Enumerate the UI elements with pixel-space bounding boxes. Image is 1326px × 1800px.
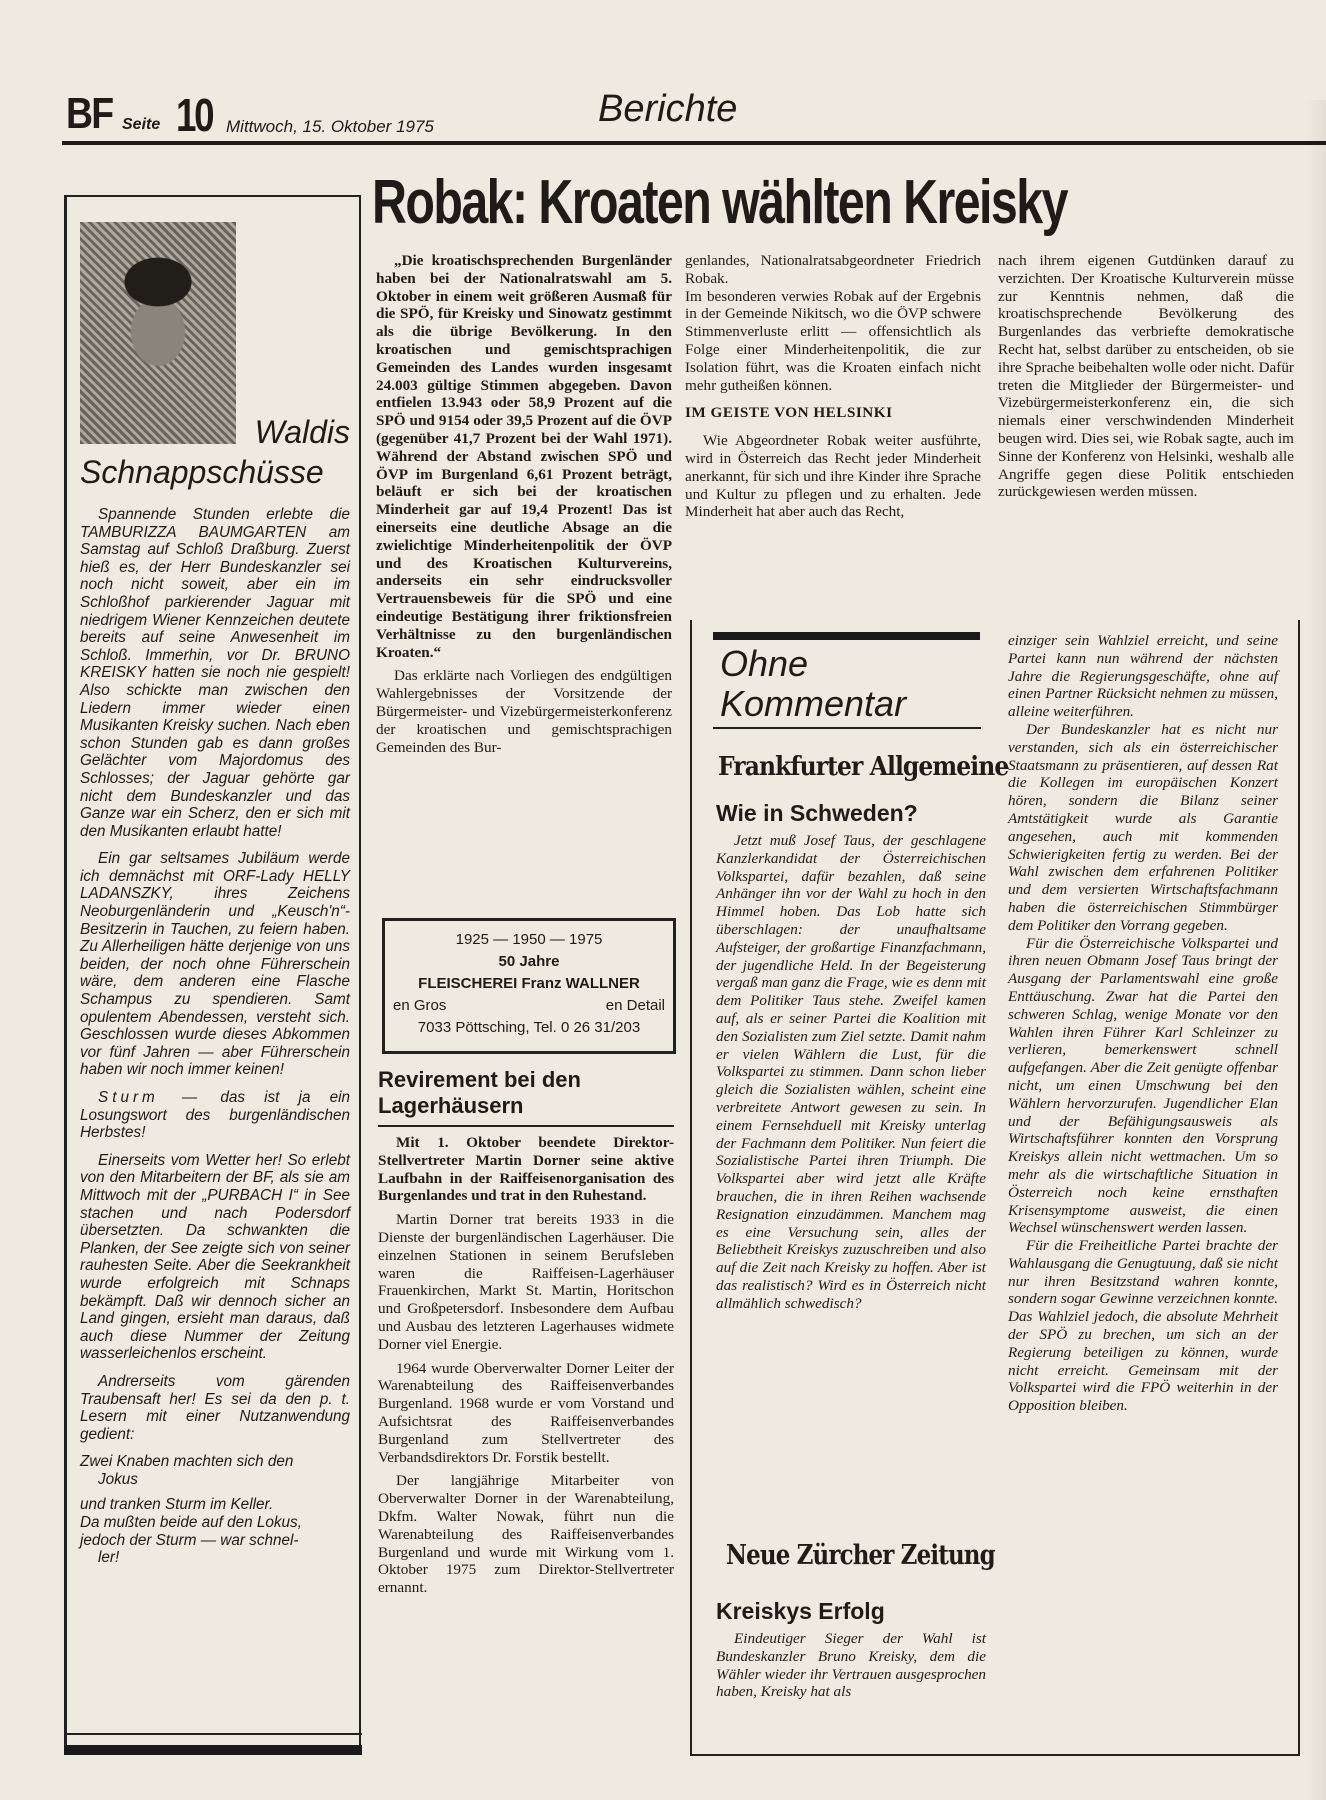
article-lead: „Die kroatischsprechenden Burgenländer haben bei der Nationalratswahl am 5. Oktober in einem weit größeren Ausmaß für die SPÖ, für Kreisky und Sinowatz gestimmt als die übrige Bevölkerung. In den kroatischen und gemischtsprachigen Gemeinden des Landes wurden insgesamt 24.003 gültige Stimmen abgegeben. Davon entfielen 13.943 oder 58,9 Prozent auf die SPÖ und 9154 oder 39,5 Prozent auf die ÖVP (gegenüber 41,7 Prozent bei der Wahl 1971). Während der Abstand zwischen SPÖ und ÖVP im Burgenland 6,61 Prozent beträgt, beläuft er sich bei der kroatischen Minderheit gar auf 19,4 Prozent! Das ist einerseits eine deutliche Absage an die zwielichtige Minderheitenpolitik der ÖVP und des Kroatischen Kulturvereins, anderseits ein sehr eindrucksvoller Vertrauensbeweis für die SPÖ und eine eindeutige Bestätigung ihrer friktionsfreien Verhältnisse zu den burgenländischen Kroaten.“ (376, 252, 672, 661)
section-title: Berichte (598, 88, 738, 130)
issue-date: Mittwoch, 15. Oktober 1975 (226, 117, 434, 136)
column-paragraph: Andrerseits vom gärenden Traubensaft her! Es sei da den p. t. Lesern mit einer Nutzanwendung gedient: (80, 1372, 350, 1443)
column-body (80, 506, 350, 1575)
column-paragraph: Spannende Stunden erlebte die TAMBURIZZA BAUMGARTEN am Samstag auf Schloß Draßburg. Zuerst hieß es, der Herr Bundeskanzler sei noch nicht soweit, aber ein im Schloßhof parkierender Jaguar mit niedrigem Wiener Kennzeichen deutete bereits auf seine Anwesenheit im Schloß. Immerhin, vor Dr. BRUNO KREISKY hatten sie noch nie gespielt! Also schickte man zwischen den Liedern immer wieder einen Musikanten Kreisky suchen. Nach eben schon Stunden gab es dann großes Gelächter vom Majordomus des Schlosses; der Jaguar gehörte gar nicht dem Bundeskanzler und das Ganze war ein Scherz, den er sich mit den Musikanten erlaubt hatte! (80, 506, 350, 840)
ad-address: 7033 Pöttsching, Tel. 0 26 31/203 (417, 1019, 641, 1036)
quote-text-1: Jetzt muß Josef Taus, der geschlagene Kanzlerkandidat der Österreichischen Volkspartei, dafür bezahlen, daß seine Anhänger ihn vor der Wahl zu hoch in den Himmel hoben. Das Lob hatte sich überschlagen: der unaufhaltsame Aufsteiger, der großartige Finanzfachmann, der jugendliche Held. In der Begeisterung vergaß man ganz die Frage, wie es denn mit dem Politiker Taus stehe. Zweifel kamen auf, als er seiner Partei die Koalition mit den Sozialisten zum Ziel setzte. Damit nahm er vielen Wählern die Lust, für die Volkspartei zu stimmen. Dann schon lieber gleich die Sozialisten wählen, scheint eine verbreitete Antwort gewesen zu sein. In einem Fernsehduell mit Kreisky unterlag der Fachmann dem Politiker. Nun feiert die Sozialistische Partei ihren Triumph. Die Volkspartei aber wird jetzt alle Kräfte brauchen, die in ihren Reihen wachsende Resignation einzudämmen. Manchem mag es eine Versuchung sein, alles der Beliebtheit Kreiskys zuzuschreiben und also auf die Zeit nach Kreisky zu hoffen. Aber ist das realistisch? Wird es in Österreich nicht allmählich schwedisch? (716, 832, 986, 1312)
column-title-line2: Schnappschüsse (80, 454, 324, 490)
source-masthead-faz: Frankfurter Allgemeine (718, 752, 1009, 782)
ad-years: 1925 — 1950 — 1975 (455, 931, 603, 948)
advertisement-box (382, 918, 676, 1054)
column-title-line1: Waldis (254, 414, 350, 450)
column-box-bottom-bar (64, 1745, 362, 1755)
page-label: Seite (122, 116, 161, 133)
revirement-paragraph: Martin Dorner trat bereits 1933 in die Dienste der burgenländischen Lagerhäuser. Die einzelnen Stationen in seinem Berufsleben waren die Raiffeisen-Lagerhäuser Frauenkirchen, Markt St. Martin, Horitschon und Großpetersdorf. Insbesondere dem Aufbau und Ausbau des letzteren Lagerhauses widmete Dorner viel Energie. (378, 1211, 674, 1353)
page-edge-shadow (1306, 100, 1326, 1800)
poem-line: Da mußten beide auf den Lokus, (80, 1514, 302, 1532)
article-column-2 (685, 252, 981, 521)
revirement-paragraph: 1964 wurde Oberverwalter Dorner Leiter der Warenabteilung des Raiffeisenverbandes Burgenland. 1968 wurde er vom Vorstand und Aufsichtsrat des Raiffeisenverbandes Burgenland zum Stellvertreter des Verbandsdirektors Dr. Forstik bestellt. (378, 1359, 674, 1466)
poem-line: Zwei Knaben machten sich den Jokus (80, 1453, 294, 1488)
column-paragraph: Einerseits vom Wetter her! So erlebt von den Mitarbeitern der BF, als sie am Mittwoch mit der „PURBACH I“ in See stachen und nach Podersdorf übersetzten. Da schwankten die Planken, der See zeigte sich von seiner rauhesten Seite. Aber die Seekrankheit wurde erfolgreich mit Schnaps bekämpft. Daß wir dennoch sicher an Land gingen, ersieht man daraus, daß auch diese Nummer der Zeitung wasserleichenlos erscheint. (80, 1151, 350, 1363)
page-number: 10 (176, 89, 213, 141)
ohne-kommentar-title: Ohne Kommentar (720, 643, 907, 724)
poem-line: jedoch der Sturm — war schnel- ler! (80, 1531, 299, 1567)
source-masthead-nzz: Neue Zürcher Zeitung (726, 1540, 995, 1571)
article-column-3 (998, 252, 1294, 501)
article-paragraph: genlandes, Nationalratsabgeordneter Friedrich Robak. (685, 252, 981, 287)
article-paragraph: Wie Abgeordneter Robak weiter ausführte, wird in Österreich das Recht jeder Minderheit anerkannt, für sich und ihre Kinder ihre Sprache und Kultur zu pflegen und zu erhalten. Jede Minderheit hat aber auch das Recht, (685, 432, 981, 521)
article-paragraph: Das erklärte nach Vorliegen des endgültigen Wahlergebnisses der Vorsitzende der Bürgermeister- und Vizebürgermeisterkonferenz der kroatischen und gemischtsprachigen Gemeinden des Bur- (376, 667, 672, 756)
article-column-1 (376, 252, 672, 756)
revirement-body (378, 1134, 674, 1603)
ad-trade-right: en Detail (605, 997, 665, 1014)
quote-text-2: Eindeutiger Sieger der Wahl ist Bundeskanzler Bruno Kreisky, dem die Wähler wieder ihr Vertrauen ausgesprochen haben, Kreisky hat als (716, 1630, 986, 1701)
ad-company: FLEISCHEREI Franz WALLNER (418, 975, 640, 992)
column-box-bottom-rule (64, 1733, 362, 1735)
ohne-kommentar-rule (713, 727, 981, 729)
column-title (80, 412, 350, 492)
article-paragraph: nach ihrem eigenen Gutdünken darauf zu verzichten. Der Kroatische Kulturverein müsse zur Kenntnis nehmen, daß die kroatischsprechende Bevölkerung des Burgenlandes das verbriefte demokratische Recht hat, selbst darüber zu entscheiden, ob sie ihre Sprache beibehalten wolle oder nicht. Dafür treten die Mitglieder der Bürgermeister- und Vizebürgermeisterkonferenz ein, die sich niemals einer verschwindenden Minderheit beugen wird. Dies sei, wie Robak sagte, auch im Sinne der Konferenz von Helsinki, weshalb alle Angriffe gegen diese Politik entschieden zurückgewiesen werden müssen. (998, 252, 1294, 501)
article-paragraph: Im besonderen verwies Robak auf der Ergebnis in der Gemeinde Nikitsch, wo die ÖVP schwere Stimmenverluste erlitt — offensichtlich als Folge einer Minderheitenpolitik, die zur Isolation führt, was die Kroaten einfach nicht mehr gutheißen können. (685, 287, 981, 394)
ad-trade-left: en Gros (393, 997, 447, 1014)
main-headline: Robak: Kroaten wählten Kreisky (372, 168, 1067, 237)
quote-text-2-continued: einziger sein Wahlziel erreicht, und seine Partei kann nun während der nächsten Jahre die Regierungsgeschäfte, ohne auf einen Partner Rücksicht nehmen zu müssen, alleine weiterführen. Der Bundeskanzler hat es nicht nur verstanden, sich als ein österreichischer Staatsmann zu präsentieren, auf dessen Rat die Kollegen im europäischen Konzert hören, sondern die Bilanz seiner Amtstätigkeit wurde als Garantie angesehen, auch mit kommenden Schwierigkeiten fertig zu werden. Bei der Wahl zwischen dem erfahrenen Politiker und dem versierten Wirtschaftsfachmann haben die österreichischen Stimmbürger dem Politiker den Vorrang gegeben. Für die Österreichische Volkspartei und ihren neuen Obmann Josef Taus bringt der Ausgang der Parlamentswahl eine große Enttäuschung. Zwar hat die Partei den schweren Schlag, wenige Monate vor den Wahlen ihren Führer Karl Schleinzer zu verlieren, bemerkenswert schnell aufgefangen. Aber die Zeit genügte offenbar nicht, um einen Umschwung bei den Wählern hervorzurufen. Jugendlicher Elan und der Befähigungsausweis als Wirtschaftsführer konnten den Vorsprung Kreiskys allein nicht wettmachen. Um so mehr als die wirtschaftliche Situation in Österreich noch keine ernsthaften Krisensymptome ausweist, die einen Wechsel wünschenswert werden lassen. Für die Freiheitliche Partei brachte der Wahlausgang die Genugtuung, daß sie nicht nur ihren Besitzstand wahren konnte, sondern sogar Gewinne verzeichnen konnte. Das Wahlziel jedoch, die absolute Mehrheit der SPÖ zu brechen, um sich an der Regierung beteiligen zu können, wurde nicht erreicht. Gemeinsam mit der Volkspartei wird die FPÖ weiterhin in der Opposition bleiben. (1008, 632, 1278, 1415)
ohne-kommentar-bar (713, 632, 980, 640)
sturm-word: Sturm — (98, 1089, 202, 1106)
revirement-headline: Revirement bei den Lagerhäusern (378, 1067, 581, 1118)
revirement-paragraph: Der langjährige Mitarbeiter von Oberverwalter Dorner in der Warenabteilung, Dkfm. Walter Nowak, führt nun die Warenabteilung des Raiffeisenverbandes Burgenland und wurde mit Wirkung vom 1. Oktober 1975 zum Direktor-Stellvertreter ernannt. (378, 1472, 674, 1597)
author-photo (80, 222, 236, 444)
newspaper-logo: BF (66, 89, 113, 138)
header-divider (62, 141, 1326, 145)
quote-headline-2: Kreiskys Erfolg (716, 1598, 885, 1624)
quote-headline-1: Wie in Schweden? (716, 800, 918, 826)
ad-trade (385, 995, 673, 1017)
poem-line: und tranken Sturm im Keller. (80, 1496, 274, 1514)
revirement-lead: Mit 1. Oktober beendete Direktor-Stellvertreter Martin Dorner seine aktive Laufbahn in der Raiffeisenorganisation des Burgenlandes und trat in den Ruhestand. (378, 1134, 674, 1205)
article-subhead: IM GEISTE VON HELSINKI (685, 404, 893, 422)
column-paragraph: Ein gar seltsames Jubiläum werde ich demnächst mit ORF-Lady HELLY LADANSZKY, ihres Zeichens Neoburgenländerin und „Keusch'n“-Besitzerin in Tauchen, zu feiern haben. Zu Allerheiligen hätte derjenige von uns beiden, der noch ohne Führerschein wäre, dem anderen eine Flasche Schampus zu spendieren. Samt opulentem Abendessen, versteht sich. Geschlossen wurde dieses Abkommen vor fünf Jahren — aber Führerschein haben wir noch immer keinen! (80, 850, 350, 1079)
revirement-rule (378, 1125, 674, 1127)
column-paragraph: Sturm — das ist ja ein Losungswort des burgenländischen Herbstes! (80, 1089, 350, 1142)
ad-anniversary: 50 Jahre (498, 953, 560, 970)
